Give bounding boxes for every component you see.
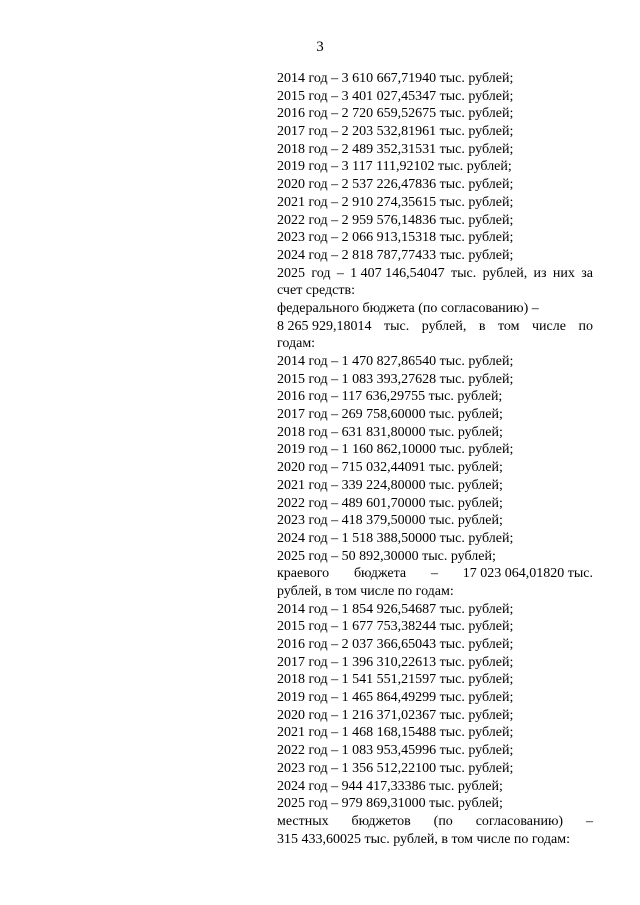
- total-year-2017: 2017 год – 2 203 532,81961 тыс. рублей;: [277, 124, 514, 140]
- regional-year-2017: 2017 год – 1 396 310,22613 тыс. рублей;: [277, 654, 514, 670]
- total-year-2019: 2019 год – 3 117 111,92102 тыс. рублей;: [277, 159, 512, 175]
- total-year-2016: 2016 год – 2 720 659,52675 тыс. рублей;: [277, 106, 514, 122]
- word: краевого: [277, 566, 330, 582]
- word: бюджетов: [351, 813, 411, 829]
- federal-year-2023: 2023 год – 418 379,50000 тыс. рублей;: [277, 513, 503, 529]
- word: 1 407 146,54047: [350, 265, 445, 281]
- total-year-2015: 2015 год – 3 401 027,45347 тыс. рублей;: [277, 88, 514, 104]
- total-year-2022: 2022 год – 2 959 576,14836 тыс. рублей;: [277, 212, 514, 228]
- regional-year-2016: 2016 год – 2 037 366,65043 тыс. рублей;: [277, 637, 514, 652]
- word: год: [311, 265, 331, 281]
- local-budget-total-line: 315 433,60025 тыс. рублей, в том числе по годам:: [277, 831, 570, 847]
- word: 17 023 064,01820 тыс.: [462, 566, 593, 582]
- word: рублей,: [421, 318, 467, 334]
- regional-year-2023: 2023 год – 1 356 512,22100 тыс. рублей;: [277, 760, 514, 776]
- word: (по: [433, 813, 453, 829]
- federal-year-2024: 2024 год – 1 518 388,50000 тыс. рублей;: [277, 530, 514, 546]
- regional-budget-line: [277, 565, 593, 583]
- regional-year-2022: 2022 год – 1 083 953,45996 тыс. рублей;: [277, 743, 514, 759]
- word: числе: [532, 318, 566, 334]
- total-year-2014: 2014 год – 3 610 667,71940 тыс. рублей;: [277, 71, 514, 86]
- federal-years-list: [277, 353, 593, 565]
- regional-year-2018: 2018 год – 1 541 551,21597 тыс. рублей;: [277, 672, 514, 688]
- regional-year-2015: 2015 год – 1 677 753,38244 тыс. рублей;: [277, 619, 514, 635]
- regional-year-2019: 2019 год – 1 465 864,49299 тыс. рублей;: [277, 690, 514, 706]
- total-year-2021: 2021 год – 2 910 274,35615 тыс. рублей;: [277, 194, 514, 210]
- word: –: [430, 566, 438, 582]
- federal-year-2019: 2019 год – 1 160 862,10000 тыс. рублей;: [277, 442, 514, 458]
- word: том: [497, 318, 520, 334]
- regional-year-2020: 2020 год – 1 216 371,02367 тыс. рублей;: [277, 707, 514, 723]
- federal-year-2021: 2021 год – 339 224,80000 тыс. рублей;: [277, 477, 503, 493]
- federal-year-2020: 2020 год – 715 032,44091 тыс. рублей;: [277, 460, 503, 476]
- page-number: 3: [316, 39, 324, 55]
- word: из: [533, 265, 547, 281]
- total-years-list: [277, 70, 593, 265]
- federal-year-2022: 2022 год – 489 601,70000 тыс. рублей;: [277, 495, 503, 511]
- word: тыс.: [384, 318, 410, 334]
- word: 8 265 929,18014: [277, 318, 372, 334]
- total-sources-caption: счет средств:: [277, 283, 356, 299]
- document-body: [277, 70, 593, 848]
- word: за: [581, 265, 593, 281]
- federal-year-2016: 2016 год – 117 636,29755 тыс. рублей;: [277, 389, 503, 405]
- regional-year-2014: 2014 год – 1 854 926,54687 тыс. рублей;: [277, 601, 514, 617]
- regional-budget-by-years-caption: рублей, в том числе по годам:: [277, 583, 454, 599]
- word: 2025: [277, 265, 305, 281]
- word: местных: [277, 813, 329, 829]
- federal-year-2018: 2018 год – 631 831,80000 тыс. рублей;: [277, 424, 503, 440]
- word: тыс.: [451, 265, 477, 281]
- word: них: [552, 265, 575, 281]
- word: в: [478, 318, 486, 334]
- word: бюджета: [353, 566, 407, 582]
- total-year-2020: 2020 год – 2 537 226,47836 тыс. рублей;: [277, 177, 514, 193]
- federal-year-2017: 2017 год – 269 758,60000 тыс. рублей;: [277, 407, 503, 423]
- regional-year-2024: 2024 год – 944 417,33386 тыс. рублей;: [277, 778, 503, 794]
- federal-year-2025: 2025 год – 50 892,30000 тыс. рублей;: [277, 548, 496, 564]
- total-year-2024: 2024 год – 2 818 787,77433 тыс. рублей;: [277, 247, 514, 263]
- federal-year-2014: 2014 год – 1 470 827,86540 тыс. рублей;: [277, 354, 514, 369]
- word: согласованию): [475, 813, 564, 829]
- regional-years-list: [277, 601, 593, 813]
- local-budget-line: [277, 813, 593, 831]
- federal-year-2015: 2015 год – 1 083 393,27628 тыс. рублей;: [277, 371, 514, 387]
- regional-year-2021: 2021 год – 1 468 168,15488 тыс. рублей;: [277, 725, 514, 741]
- total-year-2023: 2023 год – 2 066 913,15318 тыс. рублей;: [277, 230, 514, 246]
- regional-year-2025: 2025 год – 979 869,31000 тыс. рублей;: [277, 796, 503, 812]
- federal-budget-by-years-caption: годам:: [277, 336, 316, 352]
- word: рублей,: [482, 265, 528, 281]
- total-year-2018: 2018 год – 2 489 352,31531 тыс. рублей;: [277, 141, 514, 157]
- word: –: [336, 265, 344, 281]
- federal-budget-heading: федерального бюджета (по согласованию) –: [277, 300, 539, 316]
- word: по: [578, 318, 593, 334]
- word: –: [585, 813, 593, 829]
- total-year-2025-line: [277, 265, 593, 283]
- federal-budget-total-line: [277, 318, 593, 336]
